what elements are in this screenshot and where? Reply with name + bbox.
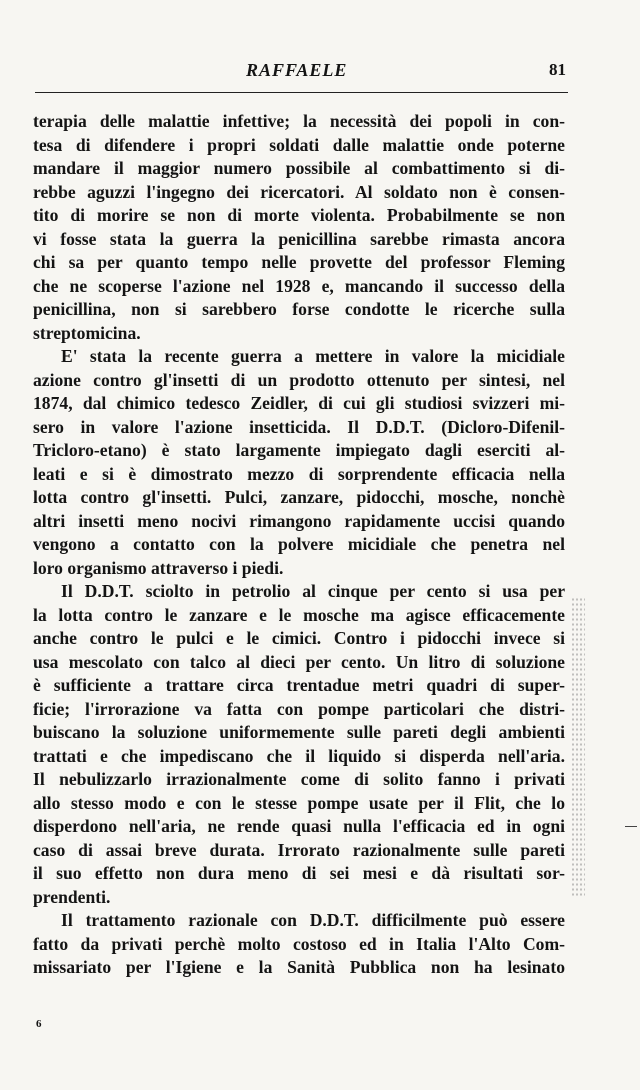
text-line: tesa di difendere i propri soldati dalle malattie onde poterne bbox=[33, 134, 565, 155]
printer-signature-mark: 6 bbox=[36, 1018, 42, 1030]
text-line: Il nebulizzarlo irrazionalmente come di solito fanno i privati bbox=[33, 769, 565, 789]
text-line: anche contro le pulci e le cimici. Contro i pidocchi invece si bbox=[33, 628, 565, 648]
text-line: chi sa per quanto tempo nelle provette del professor Fleming bbox=[33, 252, 565, 272]
text-line: vi fosse stata la guerra la penicillina sarebbe rimasta ancora bbox=[33, 228, 565, 249]
text-line: prendenti. bbox=[33, 886, 111, 907]
text-line: disperdono nell'aria, ne rende quasi nulla l'efficacia ed in ogni bbox=[33, 816, 565, 836]
text-line: 1874, dal chimico tedesco Zeidler, di cui gli studiosi svizzeri mi- bbox=[33, 393, 565, 413]
text-line: rebbe aguzzi l'ingegno dei ricercatori. Al soldato non è consen- bbox=[33, 181, 565, 202]
text-line: leati e si è dimostrato mezzo di sorprendente efficacia nella bbox=[33, 463, 565, 484]
text-line: ficie; l'irrorazione va fatta con pompe particolari che distri- bbox=[33, 698, 565, 719]
text-line: E' stata la recente guerra a mettere in valore la micidiale bbox=[61, 346, 565, 366]
edge-mark bbox=[625, 826, 637, 827]
text-line: Tricloro-etano) è stato largamente impiegato dagli eserciti al- bbox=[33, 440, 565, 460]
running-title: RAFFAELE bbox=[246, 60, 348, 80]
text-line: usa mescolato con talco al dieci per cento. Un litro di soluzione bbox=[33, 651, 565, 672]
text-line: caso di assai breve durata. Irrorato razionalmente sulle pareti bbox=[33, 839, 565, 860]
text-line: streptomicina. bbox=[33, 322, 141, 343]
text-line: vengono a contatto con la polvere micidiale che penetra nel bbox=[33, 534, 565, 554]
text-line: mandare il maggior numero possibile al combattimento si di- bbox=[33, 158, 565, 178]
text-line: altri insetti meno nocivi rimangono rapidamente uccisi quando bbox=[33, 510, 565, 531]
text-line: missariato per l'Igiene e la Sanità Pubblica non ha lesinato bbox=[33, 957, 565, 977]
text-line: allo stesso modo e con le stesse pompe usate per il Flit, che lo bbox=[33, 792, 565, 813]
text-line: lotta contro gl'insetti. Pulci, zanzare, pidocchi, mosche, nonchè bbox=[33, 487, 565, 507]
text-line: che ne scoperse l'azione nel 1928 e, mancando il successo della bbox=[33, 275, 565, 296]
text-line: tito di morire se non di morte violenta. Probabilmente se non bbox=[33, 205, 565, 225]
page-number: 81 bbox=[549, 60, 566, 79]
text-line: loro organismo attraverso i piedi. bbox=[33, 557, 284, 578]
text-line: Il D.D.T. sciolto in petrolio al cinque per cento si usa per bbox=[61, 581, 565, 601]
text-line: trattati e che impediscano che il liquido si disperda nell'aria. bbox=[33, 745, 565, 766]
text-line: penicillina, non si sarebbero forse condotte le ricerche sulla bbox=[33, 299, 565, 319]
body-text bbox=[33, 110, 565, 980]
text-line: è sufficiente a trattare circa trentadue metri quadri di super- bbox=[33, 675, 565, 695]
text-line: terapia delle malattie infettive; la necessità dei popoli in con- bbox=[33, 111, 565, 131]
text-line: buiscano la soluzione uniformemente sulle pareti degli ambienti bbox=[33, 722, 565, 742]
text-line: la lotta contro le zanzare e le mosche ma agisce efficacemente bbox=[33, 604, 565, 625]
text-line: il suo effetto non dura meno di sei mesi e dà risultati sor- bbox=[33, 863, 565, 883]
text-line: fatto da privati perchè molto costoso ed in Italia l'Alto Com- bbox=[33, 933, 565, 954]
text-line: sero in valore l'azione insetticida. Il D.D.T. (Dicloro-Difenil- bbox=[33, 416, 565, 437]
text-line: azione contro gl'insetti di un prodotto ottenuto per sintesi, nel bbox=[33, 369, 565, 390]
margin-scan-speckle bbox=[571, 597, 585, 897]
text-line: Il trattamento razionale con D.D.T. difficilmente può essere bbox=[61, 910, 565, 930]
header-rule bbox=[35, 92, 568, 93]
